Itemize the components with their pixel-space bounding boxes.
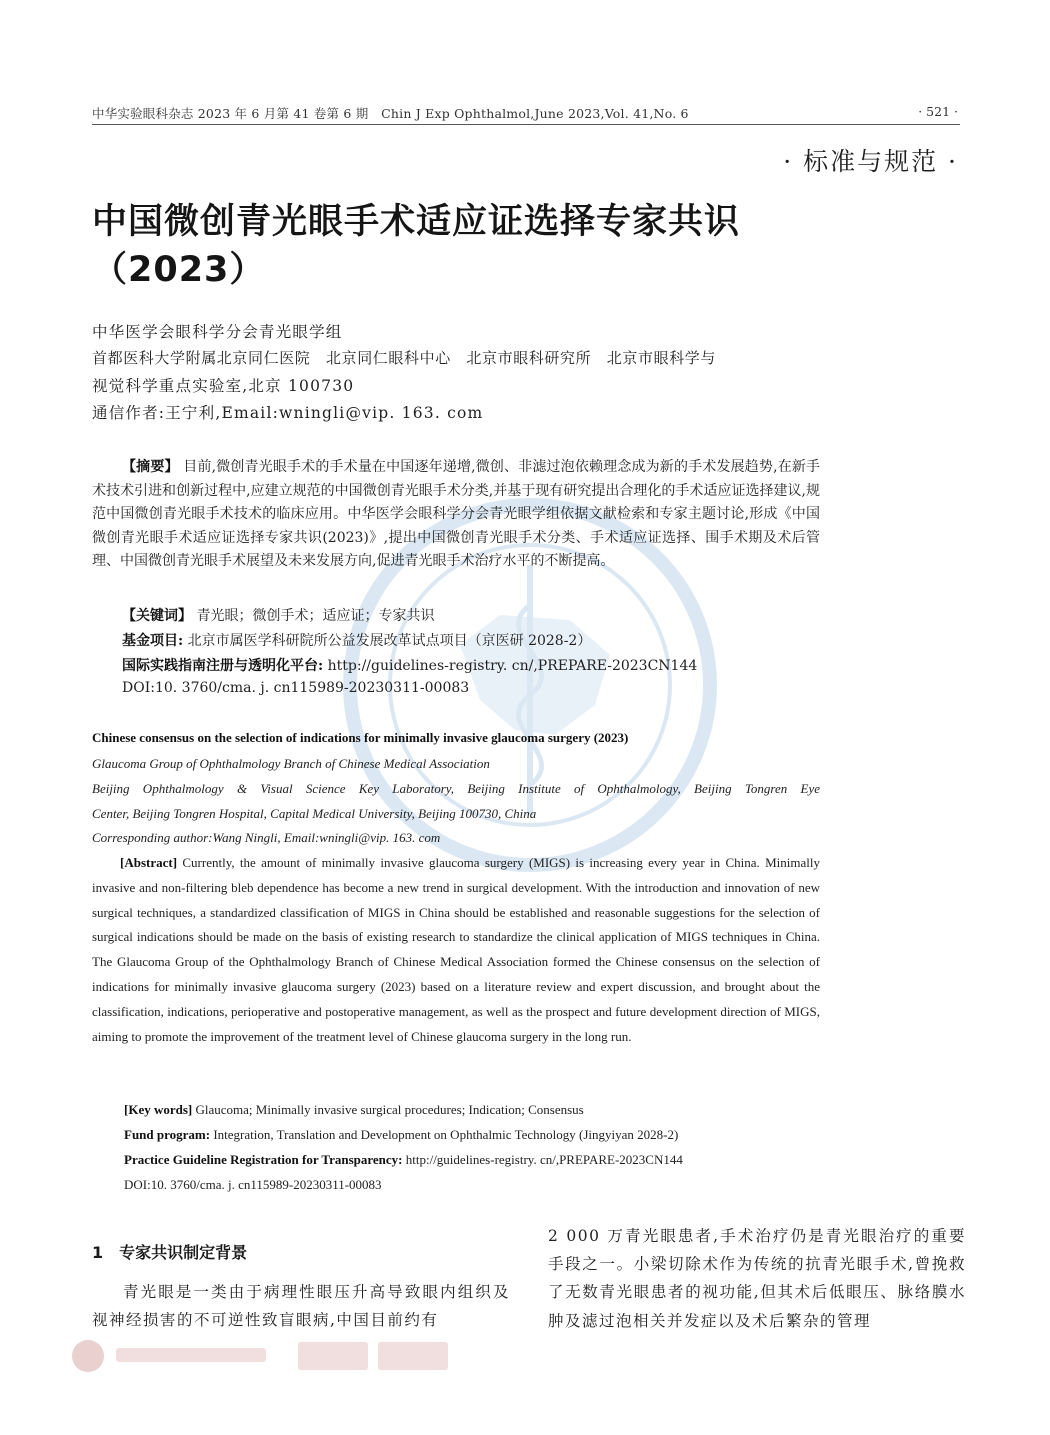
registry-cn-text[interactable]: http://guidelines-registry. cn/,PREPARE-2023CN144: [327, 658, 698, 674]
registry-cn: [122, 655, 697, 675]
keywords-en-label: [Key words]: [124, 1102, 193, 1117]
keywords-cn-text: 青光眼；微创手术；适应证；专家共识: [196, 608, 435, 624]
english-title: Chinese consensus on the selection of indications for minimally invasive glaucoma surgery (2023): [92, 730, 629, 745]
author-group-cn: 中华医学会眼科学分会青光眼学组: [92, 323, 343, 341]
fund-en-label: Fund program:: [124, 1127, 211, 1142]
doi-en[interactable]: DOI:10. 3760/cma. j. cn115989-20230311-00083: [124, 1177, 382, 1192]
fund-cn: [122, 630, 591, 650]
correspondence-cn: 通信作者:王宁利,Email:wningli@vip. 163. com: [92, 404, 484, 422]
abstract-en-text: Currently, the amount of minimally invasive glaucoma surgery (MIGS) is increasing every year in China. Minimally invasive and non-filtering bleb dependence has become a new trend in surgical development. With the introduction and innovation of new surgical techniques, a standardized classification of MIGS in China should be established and reasonable suggestions for the selection of surgical indications should be made on the basis of existing research to standardize the clinical application of MIGS techniques in China. The Glaucoma Group of the Ophthalmology Branch of Chinese Medical Association formed the Chinese consensus on the selection of indications for minimally invasive glaucoma surgery (2023) based on a literature review and expert discussion, and brought about the classification, indications, perioperative and postoperative management, as well as the prospect and future development direction of MIGS, aiming to promote the improvement of the treatment level of Chinese glaucoma surgery in the long run.: [92, 855, 821, 1044]
english-affiliation-line-2: Center, Beijing Tongren Hospital, Capital Medical University, Beijing 100730, China: [92, 806, 537, 821]
english-group: Glaucoma Group of Ophthalmology Branch of Chinese Medical Association: [92, 756, 490, 771]
section-1-right-column: 2 000 万青光眼患者,手术治疗仍是青光眼治疗的重要手段之一。小梁切除术作为传统的抗青光眼手术,曾挽救了无数青光眼患者的视功能,但其术后低眼压、脉络膜水肿及滤过泡相关并发症以及术后繁杂的管理: [548, 1227, 966, 1330]
abstract-cn-label: 【摘要】: [122, 459, 179, 475]
abstract-en: [92, 851, 820, 1049]
affiliation-cn-line-2: 视觉科学重点实验室,北京 100730: [92, 377, 355, 395]
english-correspondence: Corresponding author:Wang Ningli, Email:wningli@vip. 163. com: [92, 830, 441, 845]
fund-en: [124, 1127, 678, 1143]
registry-en: [124, 1152, 683, 1168]
keywords-cn-label: 【关键词】: [122, 608, 192, 624]
keywords-en: [124, 1102, 584, 1118]
registry-en-label: Practice Guideline Registration for Transparency:: [124, 1152, 403, 1167]
section-label: · 标准与规范 ·: [783, 147, 958, 176]
registry-en-text[interactable]: http://guidelines-registry. cn/,PREPARE-2023CN144: [405, 1152, 683, 1167]
title-line-2: （2023）: [92, 250, 266, 290]
publisher-logo-mark: [68, 1336, 468, 1376]
registry-cn-label: 国际实践指南注册与透明化平台:: [122, 658, 324, 674]
abstract-cn-text: 目前,微创青光眼手术的手术量在中国逐年递增,微创、非滤过泡依赖理念成为新的手术发展趋势,在新手术技术引进和创新过程中,应建立规范的中国微创青光眼手术分类,并基于现有研究提出合理化的手术适应证选择建议,规范中国微创青光眼手术技术的临床应用。中华医学会眼科学分会青光眼学组依据文献检索和专家主题讨论,形成《中国微创青光眼手术适应证选择专家共识(2023)》,提出中国微创青光眼手术分类、手术适应证选择、围手术期及术后管理、中国微创青光眼手术展望及未来发展方向,促进青光眼手术治疗水平的不断提高。: [92, 459, 821, 570]
doi-cn[interactable]: DOI:10. 3760/cma. j. cn115989-20230311-00083: [122, 680, 470, 696]
fund-cn-text: 北京市属医学科研院所公益发展改革试点项目（京医研 2028-2）: [187, 633, 592, 649]
abstract-en-label: [Abstract]: [120, 855, 178, 870]
title-line-1: 中国微创青光眼手术适应证选择专家共识: [92, 202, 741, 242]
keywords-cn: [122, 605, 434, 625]
page-number: · 521 ·: [918, 104, 958, 119]
fund-en-text: Integration, Translation and Development on Ophthalmic Technology (Jingyiyan 2028-2): [213, 1127, 679, 1142]
running-head: 中华实验眼科杂志 2023 年 6 月第 41 卷第 6 期 Chin J Exp Ophthalmol,June 2023,Vol. 41,No. 6: [92, 106, 689, 121]
article-title: [92, 198, 852, 294]
affiliation-cn-line-1: 首都医科大学附属北京同仁医院 北京同仁眼科中心 北京市眼科研究所 北京市眼科学与: [92, 349, 717, 367]
header-rule: [92, 124, 960, 125]
fund-cn-label: 基金项目:: [122, 633, 184, 649]
keywords-en-text: Glaucoma; Minimally invasive surgical procedures; Indication; Consensus: [195, 1102, 584, 1117]
abstract-cn: [92, 456, 820, 574]
english-affiliation-line-1: Beijing Ophthalmology & Visual Science Key Laboratory, Beijing Institute of Ophthalmology, Beijing Tongren Eye: [92, 781, 820, 796]
section-1-heading: 1 专家共识制定背景: [92, 1243, 248, 1262]
section-1-left-column: 青光眼是一类由于病理性眼压升高导致眼内组织及视神经损害的不可逆性致盲眼病,中国目前约有: [92, 1283, 510, 1330]
